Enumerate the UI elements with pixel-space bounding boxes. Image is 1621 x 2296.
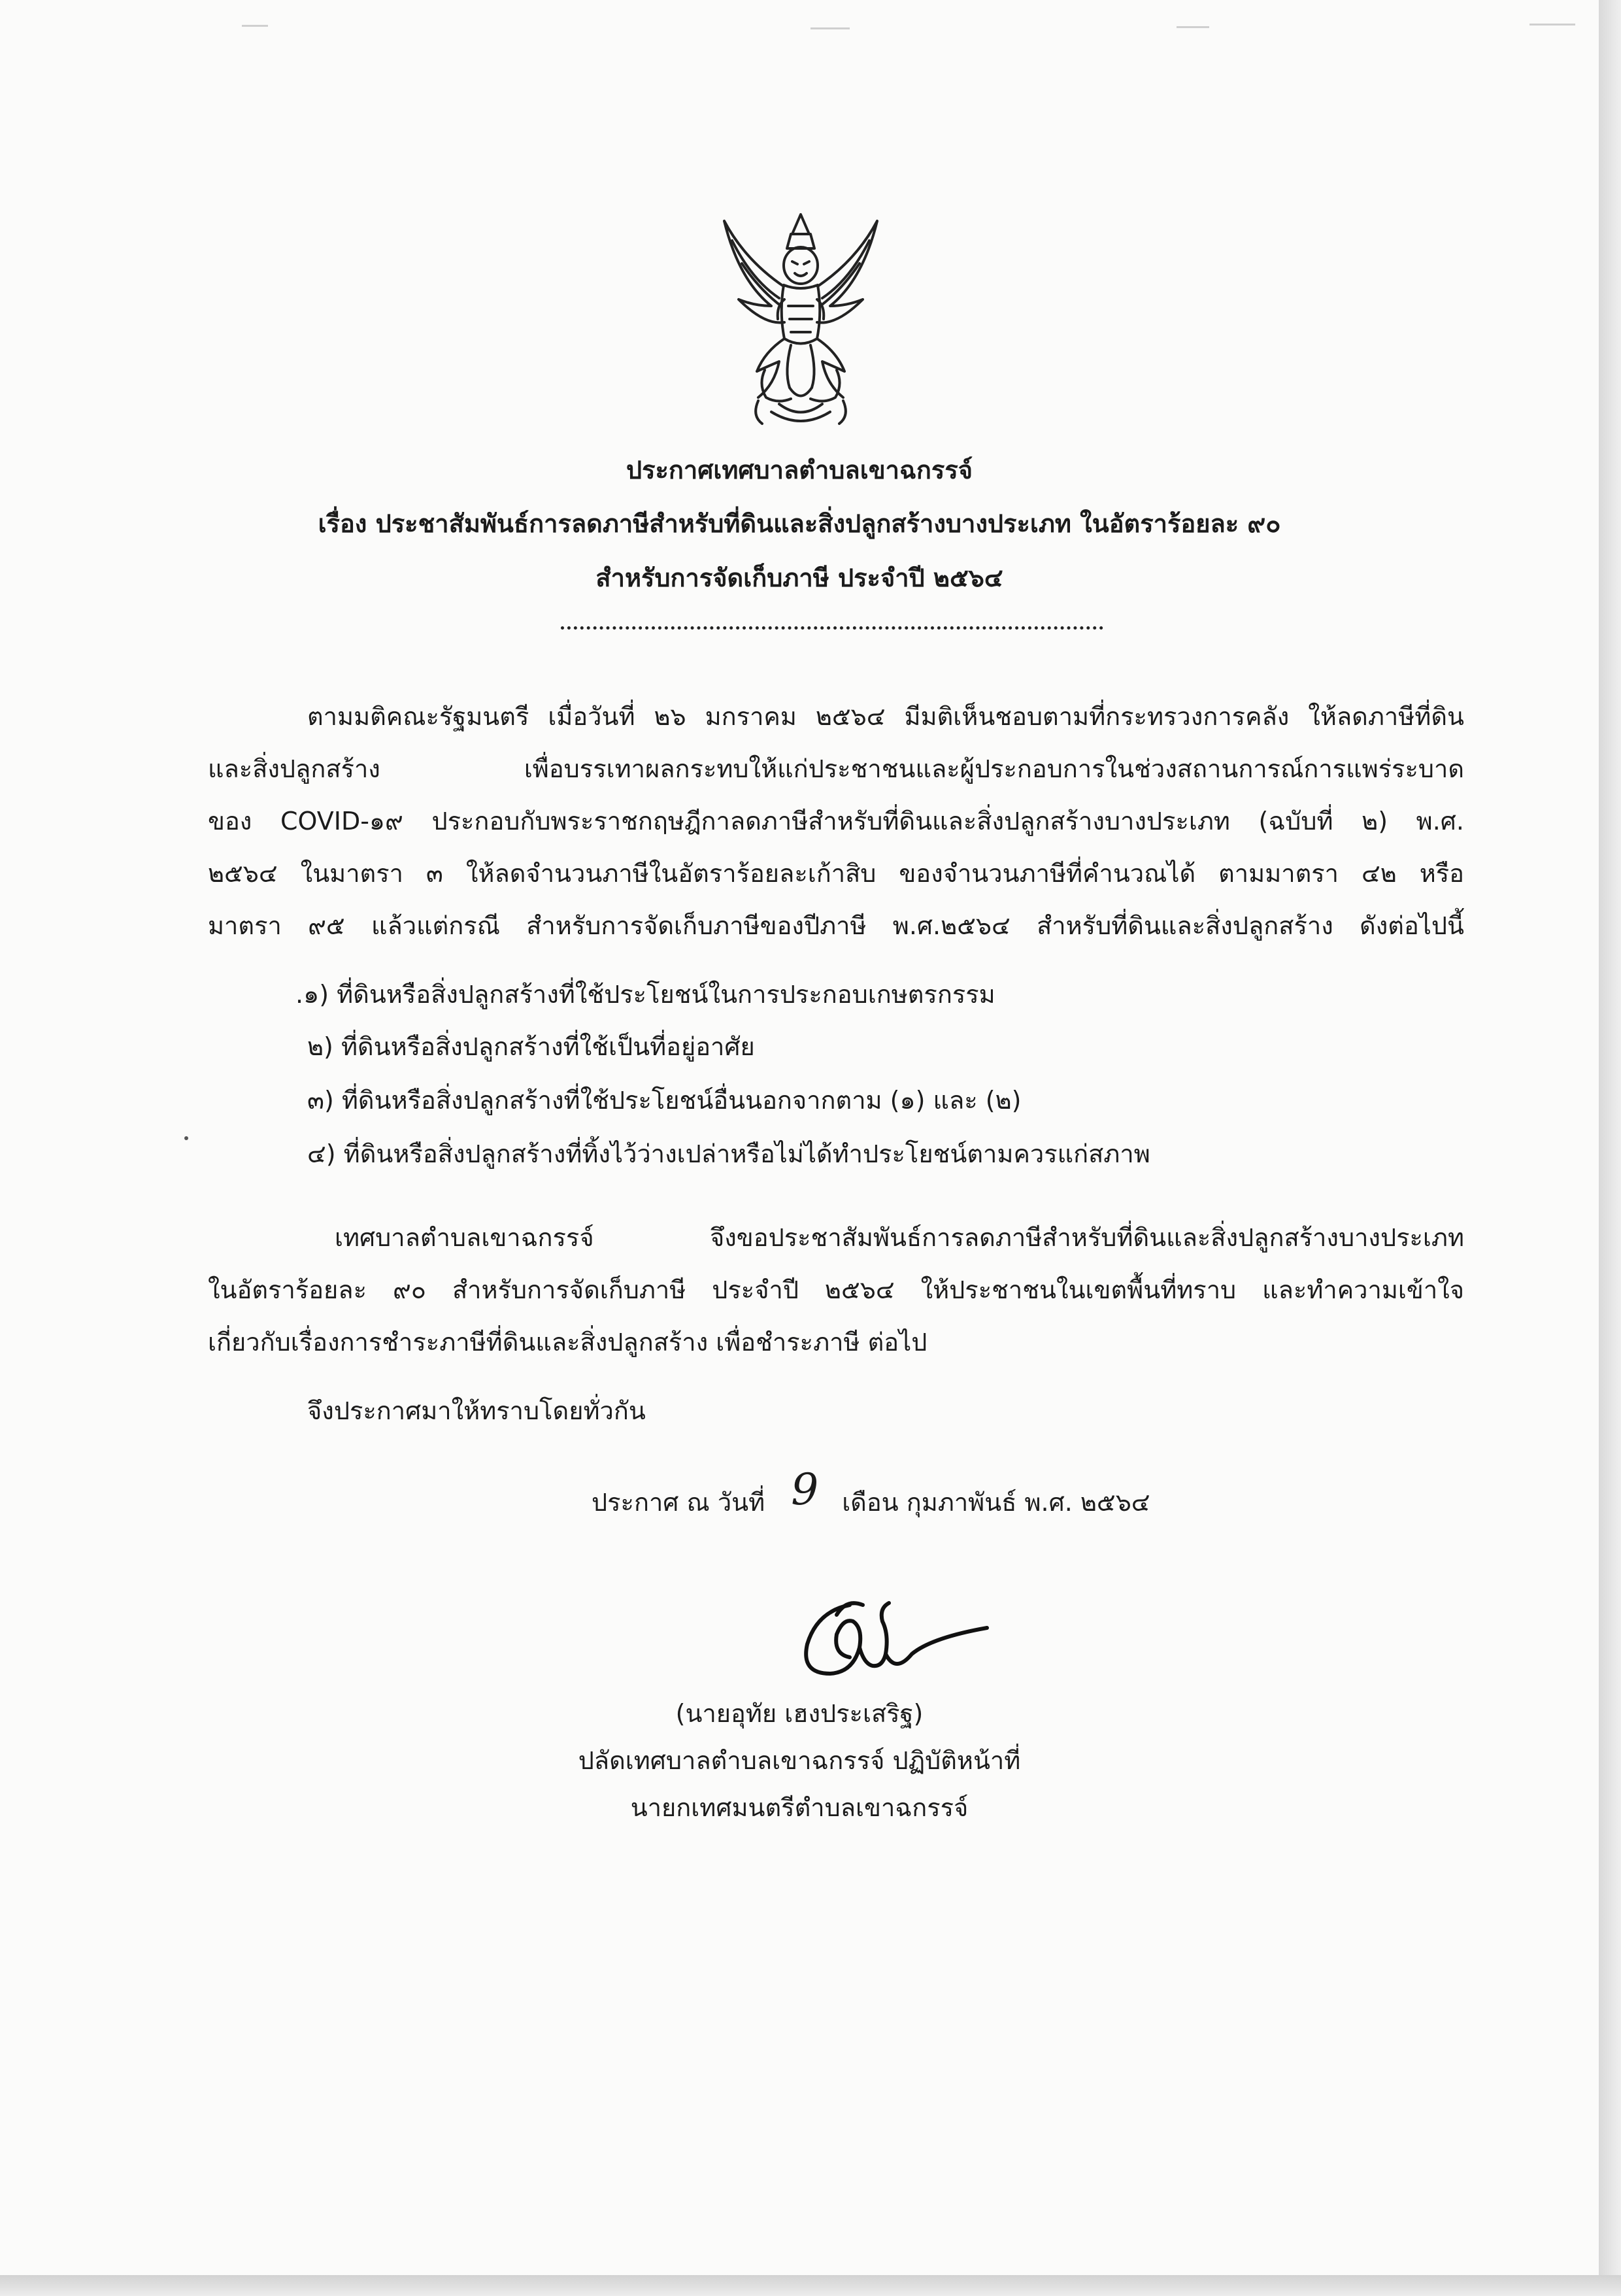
paragraph-line: ในอัตราร้อยละ ๙๐ สำหรับการจัดเก็บภาษี ประจำปี ๒๕๖๔ ให้ประชาชนในเขตพื้นที่ทราบ และทำความเข้าใจ bbox=[208, 1275, 1464, 1304]
scan-speck bbox=[184, 1136, 188, 1140]
signatory-position: ปลัดเทศบาลตำบลเขาฉกรรจ์ ปฏิบัติหน้าที่ bbox=[578, 1746, 1021, 1775]
scan-mark bbox=[1177, 26, 1209, 28]
garuda-emblem-icon bbox=[719, 208, 882, 430]
paragraph-line: และสิ่งปลูกสร้าง เพื่อบรรเทาผลกระทบให้แก่ประชาชนและผู้ประกอบการในช่วงสถานการณ์การแพร่ระบาด bbox=[208, 754, 1464, 783]
scan-mark bbox=[1529, 24, 1575, 25]
list-item: ๓) ที่ดินหรือสิ่งปลูกสร้างที่ใช้ประโยชน์อื่นนอกจากตาม (๑) และ (๒) bbox=[307, 1086, 1022, 1115]
scan-mark bbox=[811, 27, 850, 29]
title-divider bbox=[561, 626, 1103, 630]
announcement-date bbox=[592, 1464, 1150, 1522]
list-item: .๑) ที่ดินหรือสิ่งปลูกสร้างที่ใช้ประโยชน์ในการประกอบเกษตรกรรม bbox=[295, 980, 995, 1009]
document-subject: เรื่อง ประชาสัมพันธ์การลดภาษีสำหรับที่ดินและสิ่งปลูกสร้างบางประเภท ในอัตราร้อยละ ๙๐ bbox=[318, 509, 1281, 538]
paragraph-line: เทศบาลตำบลเขาฉกรรจ์ จึงขอประชาสัมพันธ์การลดภาษีสำหรับที่ดินและสิ่งปลูกสร้างบางประเภท bbox=[335, 1223, 1464, 1252]
announcement-month-year: เดือน กุมภาพันธ์ พ.ศ. ๒๕๖๔ bbox=[842, 1488, 1150, 1517]
document-title: ประกาศเทศบาลตำบลเขาฉกรรจ์ bbox=[626, 456, 973, 484]
paragraph-line: ตามมติคณะรัฐมนตรี เมื่อวันที่ ๒๖ มกราคม ๒๕๖๔ มีมติเห็นชอบตามที่กระทรวงการคลัง ให้ลดภาษีที่ดิน bbox=[307, 702, 1464, 731]
paragraph-line: มาตรา ๙๕ แล้วแต่กรณี สำหรับการจัดเก็บภาษีของปีภาษี พ.ศ.๒๕๖๔ สำหรับที่ดินและสิ่งปลูกสร้าง ดังต่อไปนี้ bbox=[208, 911, 1464, 940]
signature-icon bbox=[791, 1576, 1007, 1693]
list-item: ๔) ที่ดินหรือสิ่งปลูกสร้างที่ทิ้งไว้ว่างเปล่าหรือไม่ได้ทำประโยชน์ตามควรแก่สภาพ bbox=[307, 1140, 1150, 1168]
scan-edge-right bbox=[1599, 0, 1621, 2296]
document-subject-line2: สำหรับการจัดเก็บภาษี ประจำปี ๒๕๖๔ bbox=[595, 564, 1003, 592]
list-item: ๒) ที่ดินหรือสิ่งปลูกสร้างที่ใช้เป็นที่อยู่อาศัย bbox=[307, 1032, 755, 1061]
closing-statement: จึงประกาศมาให้ทราบโดยทั่วกัน bbox=[307, 1396, 646, 1425]
scan-mark bbox=[242, 25, 268, 27]
signatory-name: (นายอุทัย เฮงประเสริฐ) bbox=[675, 1699, 924, 1728]
scan-edge-bottom bbox=[0, 2275, 1621, 2296]
signatory-acting-as: นายกเทศมนตรีตำบลเขาฉกรรจ์ bbox=[630, 1793, 969, 1822]
paragraph-line: เกี่ยวกับเรื่องการชำระภาษีที่ดินและสิ่งปลูกสร้าง เพื่อชำระภาษี ต่อไป bbox=[208, 1328, 927, 1357]
announcement-day: 9 bbox=[791, 1464, 819, 1515]
paragraph-line: ๒๕๖๔ ในมาตรา ๓ ให้ลดจำนวนภาษีในอัตราร้อยละเก้าสิบ ของจำนวนภาษีที่คำนวณได้ ตามมาตรา ๔๒ หรือ bbox=[208, 859, 1464, 888]
announcement-prefix: ประกาศ ณ วันที่ bbox=[592, 1488, 765, 1517]
paragraph-line: ของ COVID-๑๙ ประกอบกับพระราชกฤษฎีกาลดภาษีสำหรับที่ดินและสิ่งปลูกสร้างบางประเภท (ฉบับที่ ๒) พ.ศ. bbox=[208, 807, 1464, 836]
